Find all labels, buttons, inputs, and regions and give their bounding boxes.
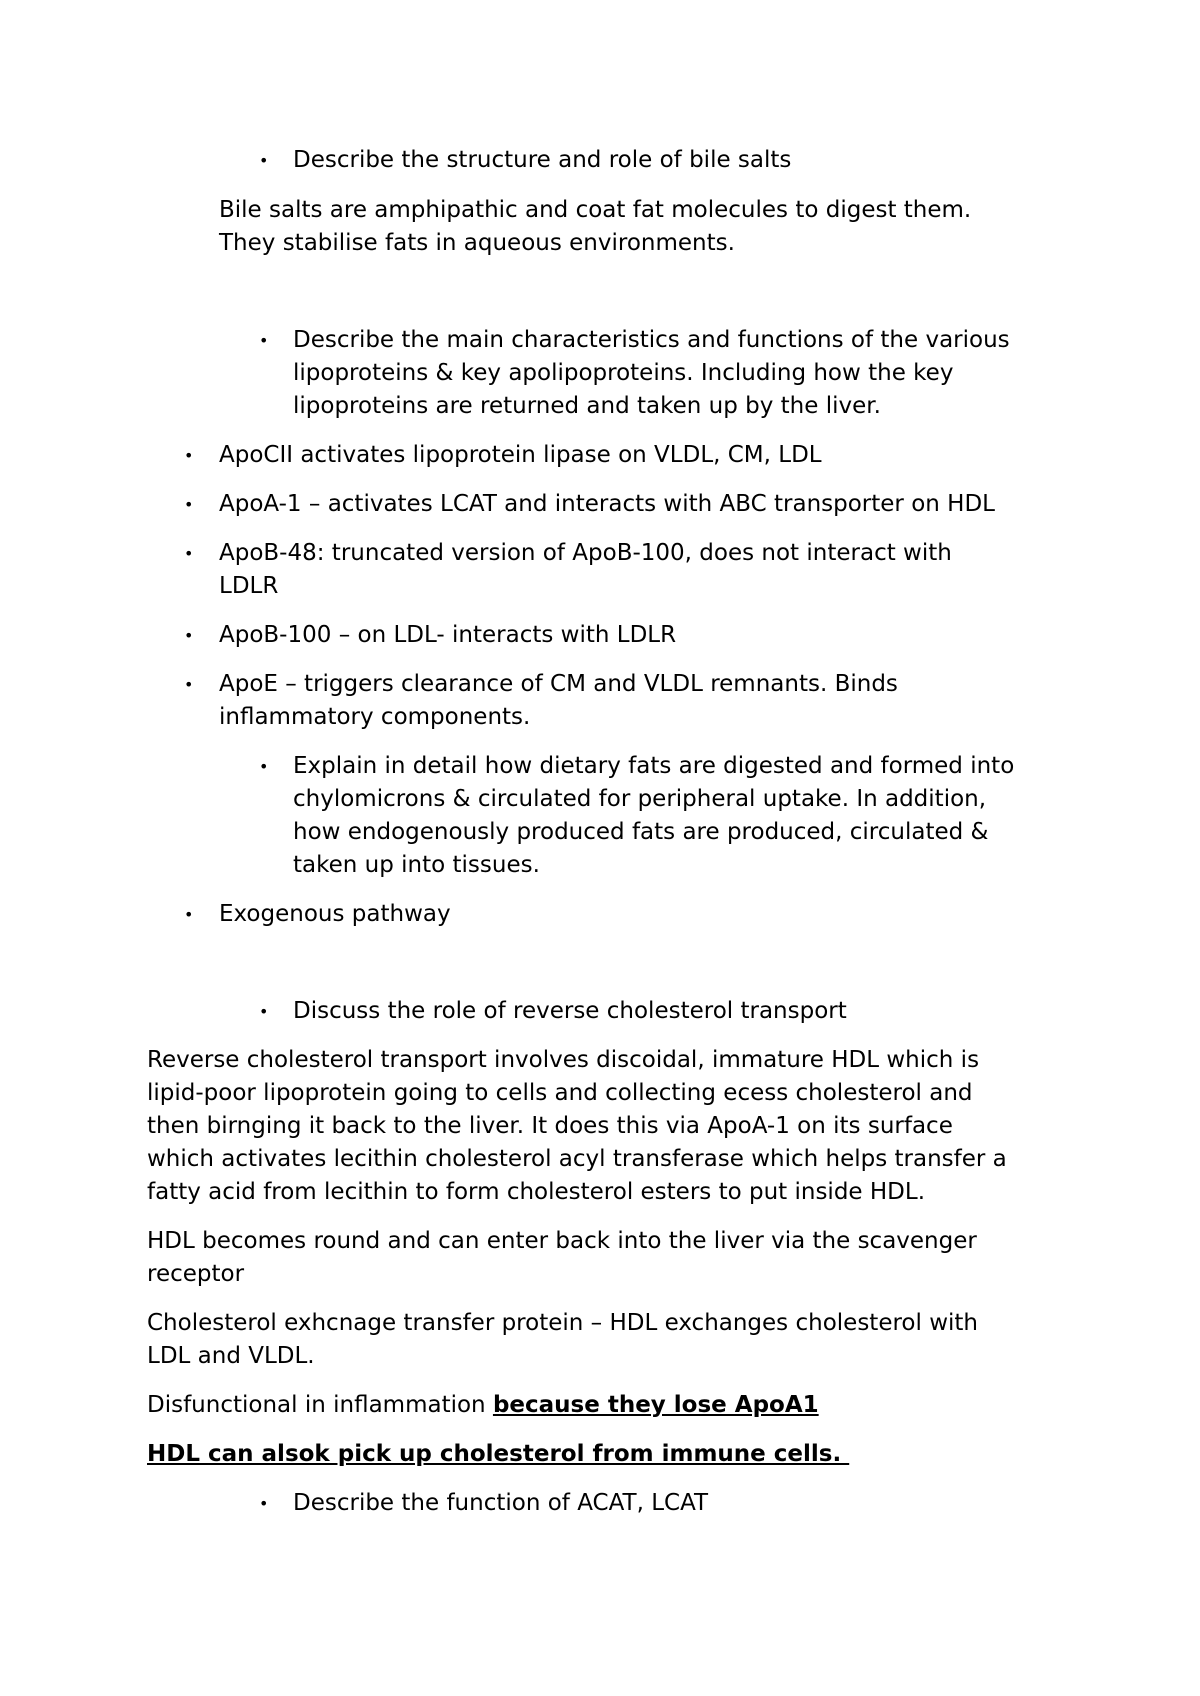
bullet-marker: •	[184, 495, 194, 514]
paragraph-line: receptor	[147, 1261, 245, 1287]
paragraph-line: HDL becomes round and can enter back into the liver via the scavenger	[147, 1228, 977, 1254]
paragraph-line: Cholesterol exhcnage transfer protein – HDL exchanges cholesterol with	[147, 1310, 978, 1336]
paragraph-line	[147, 1389, 819, 1422]
paragraph-line: fatty acid from lecithin to form cholesterol esters to put inside HDL.	[147, 1179, 926, 1205]
bullet-marker: •	[184, 675, 194, 694]
paragraph-line: LDL and VLDL.	[147, 1343, 315, 1369]
question-bile-salts: Describe the structure and role of bile salts	[293, 147, 792, 173]
bullet-marker: •	[259, 151, 269, 170]
emphasis-paragraph: HDL can alsok pick up cholesterol from immune cells.	[147, 1441, 850, 1467]
bullet-marker: •	[259, 1494, 269, 1513]
bullet-marker: •	[259, 331, 269, 350]
question-lipoproteins: lipoproteins & key apolipoproteins. Including how the key	[293, 360, 954, 386]
question-lipoproteins: Describe the main characteristics and functions of the various	[293, 327, 1010, 353]
apo-item: ApoCII activates lipoprotein lipase on VLDL, CM, LDL	[219, 442, 822, 468]
bullet-marker: •	[184, 446, 194, 465]
question-digestion: chylomicrons & circulated for peripheral uptake. In addition,	[293, 786, 987, 812]
apo-item: ApoA-1 – activates LCAT and interacts with ABC transporter on HDL	[219, 491, 995, 517]
paragraph-line: Reverse cholesterol transport involves discoidal, immature HDL which is	[147, 1047, 980, 1073]
bullet-marker: •	[184, 544, 194, 563]
exogenous-pathway: Exogenous pathway	[219, 901, 451, 927]
apo-item: ApoB-100 – on LDL- interacts with LDLR	[219, 622, 677, 648]
apo-item: ApoE – triggers clearance of CM and VLDL remnants. Binds	[219, 671, 898, 697]
emphasis-text: because they lose ApoA1	[492, 1392, 819, 1418]
paragraph-line: which activates lecithin cholesterol acyl transferase which helps transfer a	[147, 1146, 1007, 1172]
paragraph-line: lipid-poor lipoprotein going to cells and collecting ecess cholesterol and	[147, 1080, 973, 1106]
apo-item: ApoB-48: truncated version of ApoB-100, does not interact with	[219, 540, 952, 566]
question-digestion: Explain in detail how dietary fats are digested and formed into	[293, 753, 1015, 779]
answer-line: They stabilise fats in aqueous environments.	[219, 230, 735, 256]
paragraph-line: then birnging it back to the liver. It does this via ApoA-1 on its surface	[147, 1113, 953, 1139]
apo-item: LDLR	[219, 573, 279, 599]
bullet-marker: •	[184, 626, 194, 645]
plain-text: Disfunctional in inflammation	[147, 1392, 493, 1418]
bullet-marker: •	[184, 905, 194, 924]
question-digestion: taken up into tissues.	[293, 852, 540, 878]
question-acat-lcat: Describe the function of ACAT, LCAT	[293, 1490, 709, 1516]
question-digestion: how endogenously produced fats are produced, circulated &	[293, 819, 989, 845]
question-lipoproteins: lipoproteins are returned and taken up by the liver.	[293, 393, 881, 419]
question-reverse-transport: Discuss the role of reverse cholesterol transport	[293, 998, 847, 1024]
answer-line: Bile salts are amphipathic and coat fat molecules to digest them.	[219, 197, 972, 223]
apo-item: inflammatory components.	[219, 704, 531, 730]
bullet-marker: •	[259, 757, 269, 776]
bullet-marker: •	[259, 1002, 269, 1021]
